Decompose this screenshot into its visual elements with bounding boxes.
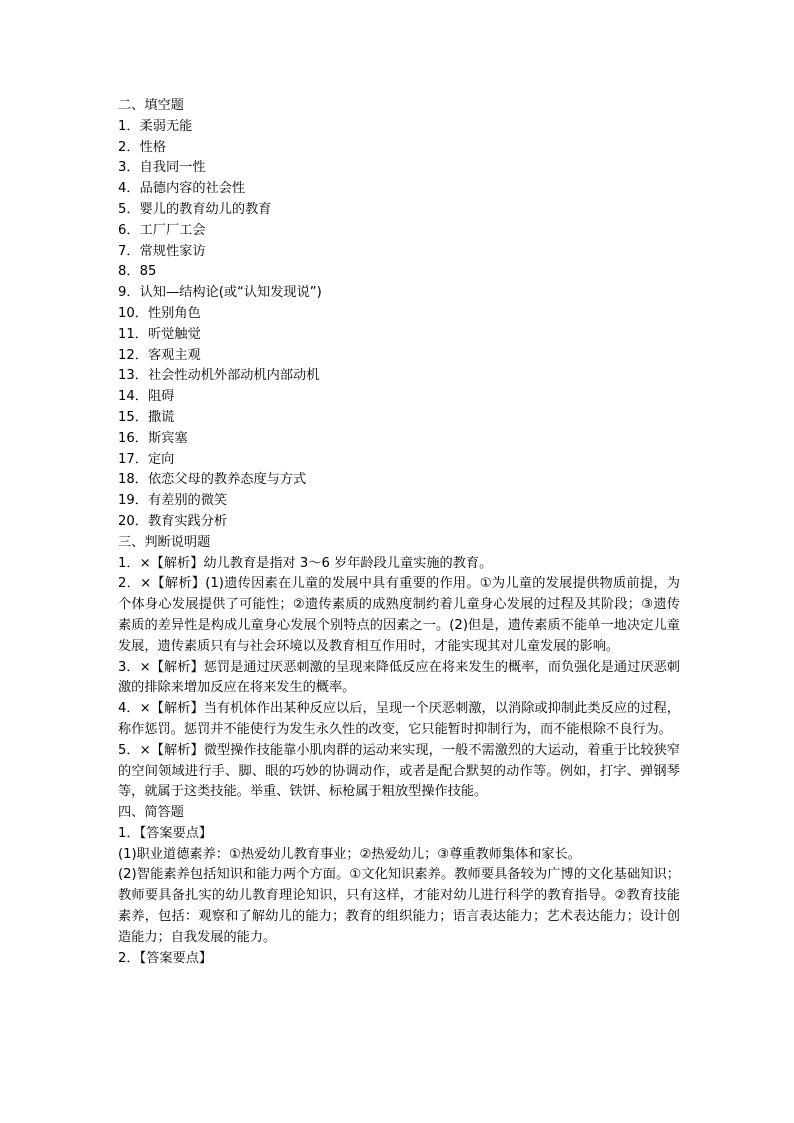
fill-blank-answer-1: 1．柔弱无能 bbox=[118, 118, 193, 134]
fill-blank-answer-9: 9．认知—结构论(或“认知发现说”) bbox=[118, 285, 322, 301]
fill-blank-answer-6: 6．工厂厂工会 bbox=[118, 222, 206, 238]
short-answer-1-part-1: (1)职业道德素养：①热爱幼儿教育事业；②热爱幼儿；③尊重教师集体和家长。 bbox=[118, 846, 581, 862]
fill-blank-answer-3: 3．自我同一性 bbox=[118, 160, 206, 176]
fill-blank-answer-13: 13．社会性动机外部动机内部动机 bbox=[118, 368, 320, 384]
true-false-answer-4: 4．×【解析】当有机体作出某种反应以后，呈现一个厌恶刺激，以消除或抑制此类反应的过程，称作惩罚。惩罚并不能使行为发生永久性的改变，它只能暂时抑制行为，而不能根除不良行为。 bbox=[118, 701, 680, 737]
fill-blank-answer-19: 19．有差别的微笑 bbox=[118, 493, 228, 509]
fill-blank-answer-2: 2．性格 bbox=[118, 139, 166, 155]
fill-blank-answer-10: 10．性别角色 bbox=[118, 305, 201, 321]
fill-blank-answer-20: 20．教育实践分析 bbox=[118, 513, 228, 529]
fill-blank-answer-15: 15．撒谎 bbox=[118, 409, 175, 425]
true-false-answer-5: 5．×【解析】微型操作技能靠小肌肉群的运动来实现，一般不需激烈的大运动，着重于比较狭窄的空间领域进行手、脚、眼的巧妙的协调动作，或者是配合默契的动作等。例如，打字、弹钢琴等，就属于这类技能。举重、铁饼、标枪属于粗放型操作技能。 bbox=[118, 742, 680, 800]
fill-blank-answer-4: 4．品德内容的社会性 bbox=[118, 181, 246, 197]
fill-blank-answer-8: 8．85 bbox=[118, 264, 157, 280]
fill-blank-answer-7: 7．常规性家访 bbox=[118, 243, 206, 259]
fill-blank-answer-17: 17．定向 bbox=[118, 451, 175, 467]
fill-blank-answer-12: 12．客观主观 bbox=[118, 347, 201, 363]
true-false-answer-3: 3．×【解析】惩罚是通过厌恶刺激的呈现来降低反应在将来发生的概率，而负强化是通过厌恶刺激的排除来增加反应在将来发生的概率。 bbox=[118, 659, 680, 696]
true-false-answer-2: 2．×【解析】(1)遗传因素在儿童的发展中具有重要的作用。①为儿童的发展提供物质前提，为个体身心发展提供了可能性；②遗传素质的成熟度制约着儿童身心发展的过程及其阶段；③遗传素质的差异性是构成儿童身心发展个别特点的因素之一。(2)但是，遗传素质不能单一地决定儿童发展，遗传素质只有与社会环境以及教育相互作用时，才能实现其对儿童发展的影响。 bbox=[118, 576, 680, 654]
section-heading-fill-blank: 二、填空题 bbox=[118, 98, 184, 113]
short-answer-1-part-2: (2)智能素养包括知识和能力两个方面。①文化知识素养。教师要具备较为广博的文化基础知识；教师要具备扎实的幼儿教育理论知识，只有这样，才能对幼儿进行科学的教育指导。②教育技能素养，包括：观察和了解幼儿的能力；教育的组织能力；语言表达能力；艺术表达能力；设计创造能力；自我发展的能力。 bbox=[118, 867, 680, 945]
true-false-answer-1: 1．×【解析】幼儿教育是指对 3～6 岁年龄段儿童实施的教育。 bbox=[118, 555, 493, 571]
fill-blank-answer-16: 16．斯宾塞 bbox=[118, 430, 188, 446]
fill-blank-answer-11: 11．听觉触觉 bbox=[118, 326, 201, 342]
fill-blank-answer-5: 5．婴儿的教育幼儿的教育 bbox=[118, 201, 272, 217]
fill-blank-answer-14: 14．阻碍 bbox=[118, 389, 175, 405]
short-answer-2-label: 2．【答案要点】 bbox=[118, 950, 213, 966]
document-page bbox=[118, 96, 680, 969]
section-heading-short-answer: 四、简答题 bbox=[118, 805, 184, 821]
fill-blank-answer-18: 18．依恋父母的教养态度与方式 bbox=[118, 472, 307, 488]
short-answer-1-label: 1．【答案要点】 bbox=[118, 825, 213, 841]
section-heading-true-false: 三、判断说明题 bbox=[118, 534, 211, 550]
